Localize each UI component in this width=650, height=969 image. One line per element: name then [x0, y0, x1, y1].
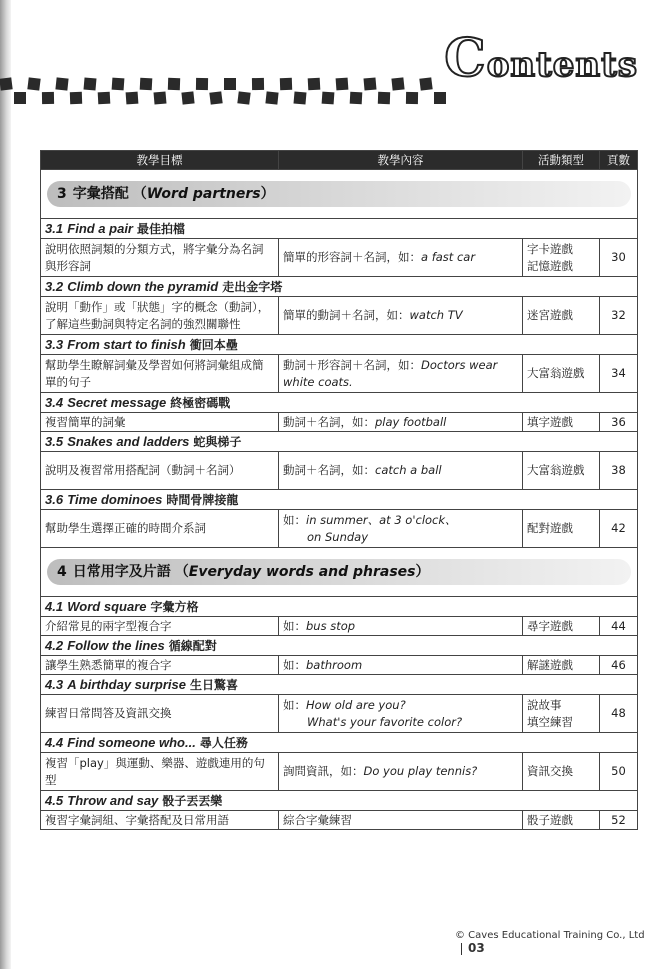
content-prefix: 如：	[283, 697, 306, 712]
section-title-en: Everyday words and phrases	[188, 563, 416, 580]
content-example: bathroom	[306, 657, 363, 672]
activity-type: 大富翁遊戲	[523, 452, 600, 490]
table-header-row	[41, 151, 638, 170]
teaching-goal: 讓學生熟悉簡單的複合字	[41, 656, 279, 675]
checker-square	[70, 92, 82, 104]
column-header: 教學內容	[279, 151, 523, 170]
unit-title-zh: 走出金字塔	[222, 279, 283, 294]
unit-title-row	[41, 432, 638, 452]
teaching-content	[279, 452, 523, 490]
unit-code: 3.5	[45, 433, 64, 449]
page-number: 03	[468, 941, 485, 955]
unit-title-row	[41, 335, 638, 355]
unit-code: 3.4	[45, 394, 64, 410]
content-prefix: 簡單的動詞＋名詞，如：	[283, 308, 410, 322]
unit-title-en: Secret message	[67, 394, 167, 410]
checker-square	[55, 77, 68, 90]
checker-square	[378, 92, 390, 104]
content-example-line2: white coats.	[283, 374, 353, 389]
unit-detail-row	[41, 239, 638, 277]
unit-title-en: Climb down the pyramid	[67, 278, 219, 294]
column-header: 活動類型	[523, 151, 600, 170]
content-example: play football	[375, 414, 447, 429]
unit-title-en: Snakes and ladders	[67, 433, 190, 449]
unit-detail-row	[41, 656, 638, 675]
section-row	[41, 548, 638, 597]
unit-title-row	[41, 219, 638, 239]
unit-detail-row	[41, 695, 638, 733]
unit-title-zh: 尋人任務	[199, 735, 248, 750]
content-example: Doctors wear	[421, 357, 498, 372]
page-footer	[455, 930, 650, 955]
unit-detail-row	[41, 753, 638, 791]
content-prefix: 簡單的形容詞＋名詞，如：	[283, 250, 421, 264]
unit-code: 4.3	[45, 676, 64, 692]
teaching-goal: 複習簡單的詞彙	[41, 413, 279, 432]
content-prefix: 綜合字彙練習	[283, 812, 352, 827]
teaching-content	[279, 753, 523, 791]
activity-type: 配對遊戲	[523, 510, 600, 548]
teaching-content	[279, 510, 523, 548]
unit-title-en: Word square	[67, 598, 147, 614]
page-cell: 50	[600, 753, 638, 791]
activity-type: 資訊交換	[523, 753, 600, 791]
content-prefix: 動詞＋形容詞＋名詞，如：	[283, 357, 421, 372]
unit-code: 3.2	[45, 278, 64, 294]
page-cell: 46	[600, 656, 638, 675]
checker-square	[350, 92, 363, 105]
unit-code: 4.2	[45, 637, 64, 653]
unit-title-row	[41, 636, 638, 656]
page-cell: 52	[600, 811, 638, 830]
book-spine-shadow	[0, 0, 11, 969]
unit-title-zh: 循線配對	[168, 638, 217, 653]
checker-square	[42, 92, 54, 104]
page-cell: 48	[600, 695, 638, 733]
checker-square	[322, 92, 335, 105]
unit-title-zh: 蛇與梯子	[193, 434, 242, 449]
unit-title-en: Find someone who...	[67, 734, 196, 750]
activity-type: 骰子遊戲	[523, 811, 600, 830]
checker-square	[406, 92, 418, 104]
checker-square	[224, 78, 236, 90]
teaching-goal: 複習字彙詞組、字彙搭配及日常用語	[41, 811, 279, 830]
content-example-line2: on Sunday	[307, 529, 369, 544]
content-example-line2: What's your favorite color?	[307, 714, 463, 729]
unit-title-en: Throw and say	[67, 792, 159, 808]
checker-square	[237, 91, 250, 104]
checker-square	[196, 78, 208, 90]
section-title-en: Word partners	[146, 185, 261, 202]
page-cell: 32	[600, 297, 638, 335]
activity-type: 字卡遊戲 記憶遊戲	[523, 239, 600, 277]
activity-type: 解謎遊戲	[523, 656, 600, 675]
unit-title-en: Time dominoes	[67, 491, 163, 507]
page-cell: 30	[600, 239, 638, 277]
unit-title-row	[41, 277, 638, 297]
activity-type: 填字遊戲	[523, 413, 600, 432]
checker-square	[252, 78, 264, 90]
teaching-goal: 練習日常問答及資訊交換	[41, 695, 279, 733]
section-heading: 3 字彙搭配 （ Word partners ）	[47, 181, 631, 207]
teaching-goal: 說明依照詞類的分類方式，將字彙分為名詞與形容詞	[41, 239, 279, 277]
content-example: watch TV	[409, 308, 463, 322]
unit-code: 4.5	[45, 792, 64, 808]
section-number: 4	[57, 563, 67, 580]
column-header: 教學目標	[41, 151, 279, 170]
unit-title-row	[41, 733, 638, 753]
unit-title-zh: 骰子丟丟樂	[162, 793, 223, 808]
section-number: 3	[57, 185, 67, 202]
teaching-goal: 說明「動作」或「狀態」字的概念（動詞），了解這些動詞與特定名詞的強烈關聯性	[41, 297, 279, 335]
unit-code: 4.1	[45, 598, 64, 614]
content-example: Do you play tennis?	[363, 764, 478, 778]
contents-table	[40, 150, 638, 830]
teaching-content	[279, 811, 523, 830]
teaching-goal: 介紹常見的兩字型複合字	[41, 617, 279, 636]
section-title-zh: 日常用字及片語	[72, 563, 171, 580]
unit-detail-row	[41, 811, 638, 830]
checker-square	[0, 77, 13, 90]
teaching-goal: 說明及複習常用搭配詞（動詞＋名詞）	[41, 452, 279, 490]
unit-title-en: Find a pair	[67, 220, 133, 236]
checker-square	[27, 77, 40, 90]
page-cell: 38	[600, 452, 638, 490]
checker-square	[293, 91, 306, 104]
unit-title-zh: 字彙方格	[150, 599, 199, 614]
unit-title-row	[41, 791, 638, 811]
unit-title-row	[41, 597, 638, 617]
section-title-zh: 字彙搭配	[72, 185, 129, 202]
unit-title-zh: 時間骨牌接龍	[166, 492, 239, 507]
unit-title-row	[41, 675, 638, 695]
unit-title-row	[41, 393, 638, 413]
content-prefix: 詢問資訊，如：	[283, 764, 364, 778]
checker-square	[265, 91, 278, 104]
content-example: How old are you?	[306, 697, 406, 712]
unit-detail-row	[41, 452, 638, 490]
checker-square	[209, 91, 222, 104]
unit-code: 3.3	[45, 336, 64, 352]
checker-square	[83, 77, 96, 90]
teaching-content	[279, 355, 523, 393]
teaching-goal: 複習「play」與運動、樂器、遊戲連用的句型	[41, 753, 279, 791]
content-example: catch a ball	[375, 463, 442, 477]
unit-detail-row	[41, 355, 638, 393]
teaching-goal: 幫助學生選擇正確的時間介系詞	[41, 510, 279, 548]
checker-square	[363, 77, 376, 90]
activity-type: 迷宮遊戲	[523, 297, 600, 335]
teaching-content	[279, 656, 523, 675]
unit-detail-row	[41, 297, 638, 335]
content-prefix: 如：	[283, 657, 306, 672]
unit-detail-row	[41, 510, 638, 548]
checker-square	[98, 92, 111, 105]
unit-title-row	[41, 490, 638, 510]
unit-title-zh: 生日驚喜	[189, 677, 238, 692]
checker-square	[126, 92, 139, 105]
checker-square	[391, 77, 404, 90]
section-heading: 4 日常用字及片語 （ Everyday words and phrases ）	[47, 559, 631, 585]
page-cell: 42	[600, 510, 638, 548]
teaching-goal: 幫助學生瞭解詞彙及學習如何將詞彙組成簡單的句子	[41, 355, 279, 393]
unit-title-en: Follow the lines	[67, 637, 165, 653]
checker-square	[336, 78, 349, 91]
unit-title-en: A birthday surprise	[67, 676, 186, 692]
teaching-content	[279, 413, 523, 432]
page-cell: 36	[600, 413, 638, 432]
unit-title-zh: 最佳拍檔	[137, 221, 186, 236]
content-example: bus stop	[306, 618, 356, 633]
page-cell: 44	[600, 617, 638, 636]
unit-detail-row	[41, 617, 638, 636]
checker-square	[153, 91, 166, 104]
contents-logo: Contents	[444, 28, 638, 89]
teaching-content	[279, 297, 523, 335]
section-row	[41, 170, 638, 219]
unit-title-zh: 衝回本壘	[189, 337, 238, 352]
content-prefix: 如：	[283, 512, 306, 527]
checker-square	[112, 78, 125, 91]
activity-type: 尋字遊戲	[523, 617, 600, 636]
copyright: © Caves Educational Training Co., Ltd	[455, 930, 645, 941]
checker-square	[140, 78, 153, 91]
unit-code: 3.6	[45, 491, 64, 507]
checker-square	[168, 78, 180, 90]
checker-square	[419, 77, 432, 90]
checker-square	[308, 78, 321, 91]
activity-type: 大富翁遊戲	[523, 355, 600, 393]
checker-square	[434, 92, 446, 104]
activity-type: 說故事 填空練習	[523, 695, 600, 733]
teaching-content	[279, 239, 523, 277]
teaching-content	[279, 695, 523, 733]
content-example: in summer、at 3 o'clock、	[306, 512, 457, 527]
teaching-content	[279, 617, 523, 636]
page-cell: 34	[600, 355, 638, 393]
content-prefix: 動詞＋名詞，如：	[283, 414, 375, 429]
unit-detail-row	[41, 413, 638, 432]
unit-title-en: From start to finish	[67, 336, 186, 352]
content-prefix: 如：	[283, 618, 306, 633]
content-prefix: 動詞＋名詞，如：	[283, 463, 375, 477]
checker-square	[14, 92, 26, 104]
checker-square	[181, 91, 194, 104]
unit-code: 3.1	[45, 220, 64, 236]
content-example: a fast car	[421, 250, 476, 264]
unit-code: 4.4	[45, 734, 64, 750]
checker-square	[280, 78, 292, 90]
unit-title-zh: 終極密碼戰	[170, 395, 231, 410]
column-header: 頁數	[600, 151, 638, 170]
